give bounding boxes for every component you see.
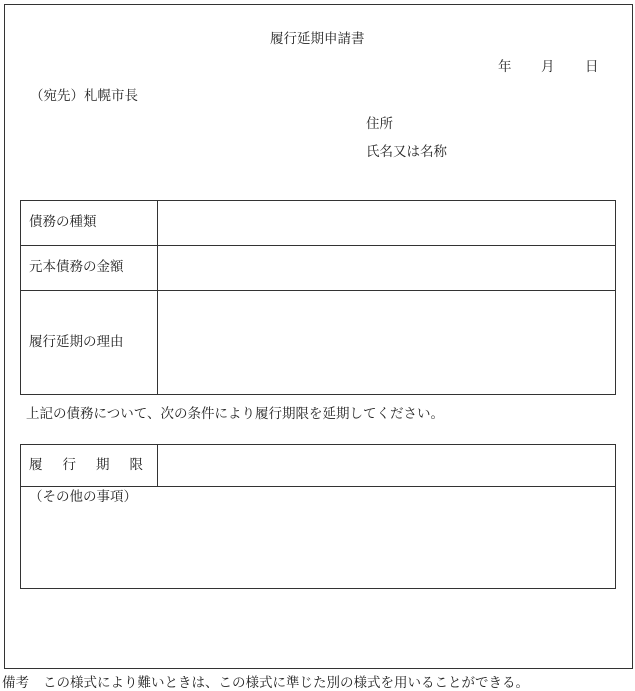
deadline-label: 履行期限 <box>21 445 158 487</box>
request-statement: 上記の債務について、次の条件により履行期限を延期してください。 <box>26 406 444 422</box>
extension-reason-field[interactable] <box>158 291 616 395</box>
date-month-label: 月 <box>541 59 555 75</box>
table-row <box>21 291 616 395</box>
addressee: （宛先）札幌市長 <box>30 88 138 104</box>
remark-label: 備考 <box>2 675 29 691</box>
debt-type-label: 債務の種類 <box>21 201 158 246</box>
other-matters-field[interactable] <box>21 487 616 589</box>
table-row <box>21 201 616 246</box>
name-label: 氏名又は名称 <box>366 144 447 160</box>
debt-info-table <box>20 200 616 395</box>
debt-type-field[interactable] <box>158 201 616 246</box>
date-day-label: 日 <box>585 59 599 75</box>
principal-amount-label: 元本債務の金額 <box>21 246 158 291</box>
table-row <box>21 445 616 487</box>
principal-amount-field[interactable] <box>158 246 616 291</box>
table-row <box>21 246 616 291</box>
other-matters-label: （その他の事項） <box>29 489 137 505</box>
address-label: 住所 <box>366 116 393 132</box>
extension-reason-label: 履行延期の理由 <box>21 291 158 395</box>
table-row <box>21 487 616 589</box>
document-title: 履行延期申請書 <box>270 31 365 47</box>
deadline-table <box>20 444 616 589</box>
date-year-label: 年 <box>498 59 512 75</box>
remark-text: この様式により難いときは、この様式に準じた別の様式を用いることができる。 <box>43 675 529 691</box>
remark <box>2 677 529 691</box>
deadline-field[interactable] <box>158 445 616 487</box>
